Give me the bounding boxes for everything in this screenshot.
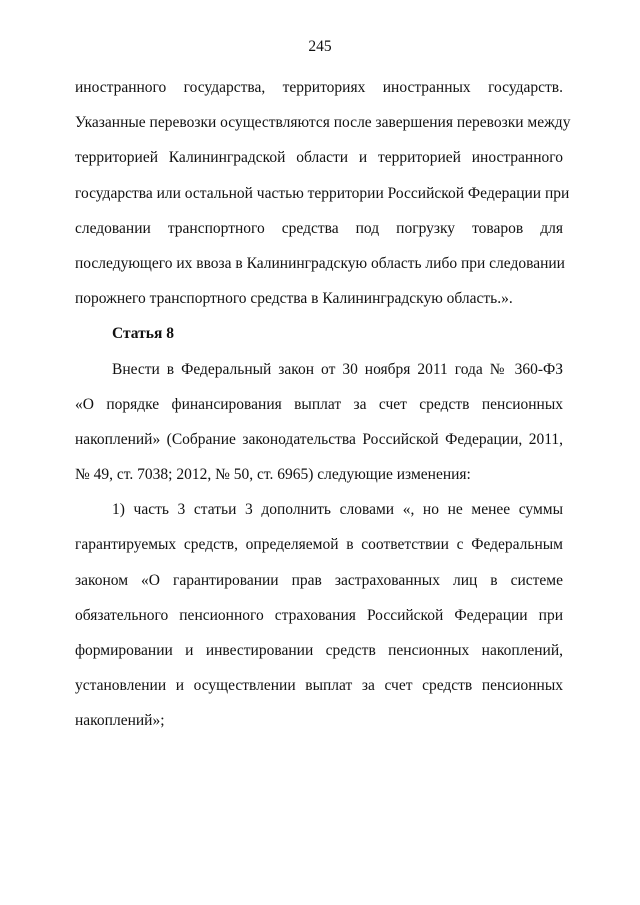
- document-body: [75, 70, 571, 739]
- page-number: 245: [308, 38, 332, 55]
- paragraph-1-line: территорией Калининградской области и территорией иностранного: [75, 149, 563, 167]
- paragraph-3-line: законом «О гарантировании прав застрахованных лиц в системе: [75, 571, 563, 589]
- paragraph-1-line: Указанные перевозки осуществляются после завершения перевозки между: [75, 114, 571, 132]
- paragraph-1-line: государства или остальной частью территории Российской Федерации при: [75, 184, 570, 202]
- paragraph-3-line: гарантируемых средств, определяемой в соответствии с Федеральным: [75, 536, 563, 554]
- paragraph-2-line: накоплений» (Собрание законодательства Российской Федерации, 2011,: [75, 430, 563, 448]
- article-heading: Статья 8: [112, 325, 174, 343]
- paragraph-3-line: установлении и осуществлении выплат за счет средств пенсионных: [75, 677, 563, 695]
- paragraph-3-line: накоплений»;: [75, 712, 165, 730]
- paragraph-2-line: «О порядке финансирования выплат за счет средств пенсионных: [75, 395, 563, 413]
- paragraph-3-line: формировании и инвестировании средств пенсионных накоплений,: [75, 642, 563, 659]
- paragraph-3-line: обязательного пенсионного страхования Российской Федерации при: [75, 606, 563, 624]
- paragraph-1-line: следовании транспортного средства под погрузку товаров для: [75, 219, 563, 237]
- paragraph-1-line: порожнего транспортного средства в Калининградскую область.».: [75, 290, 513, 308]
- paragraph-1-line: последующего их ввоза в Калининградскую область либо при следовании: [75, 254, 565, 272]
- paragraph-3-line: 1) часть 3 статьи 3 дополнить словами «, но не менее суммы: [112, 501, 563, 519]
- paragraph-2-line: № 49, ст. 7038; 2012, № 50, ст. 6965) следующие изменения:: [75, 466, 471, 484]
- paragraph-2-line: Внести в Федеральный закон от 30 ноября 2011 года № 360-ФЗ: [112, 360, 563, 378]
- paragraph-1-line: иностранного государства, территориях иностранных государств.: [75, 79, 563, 96]
